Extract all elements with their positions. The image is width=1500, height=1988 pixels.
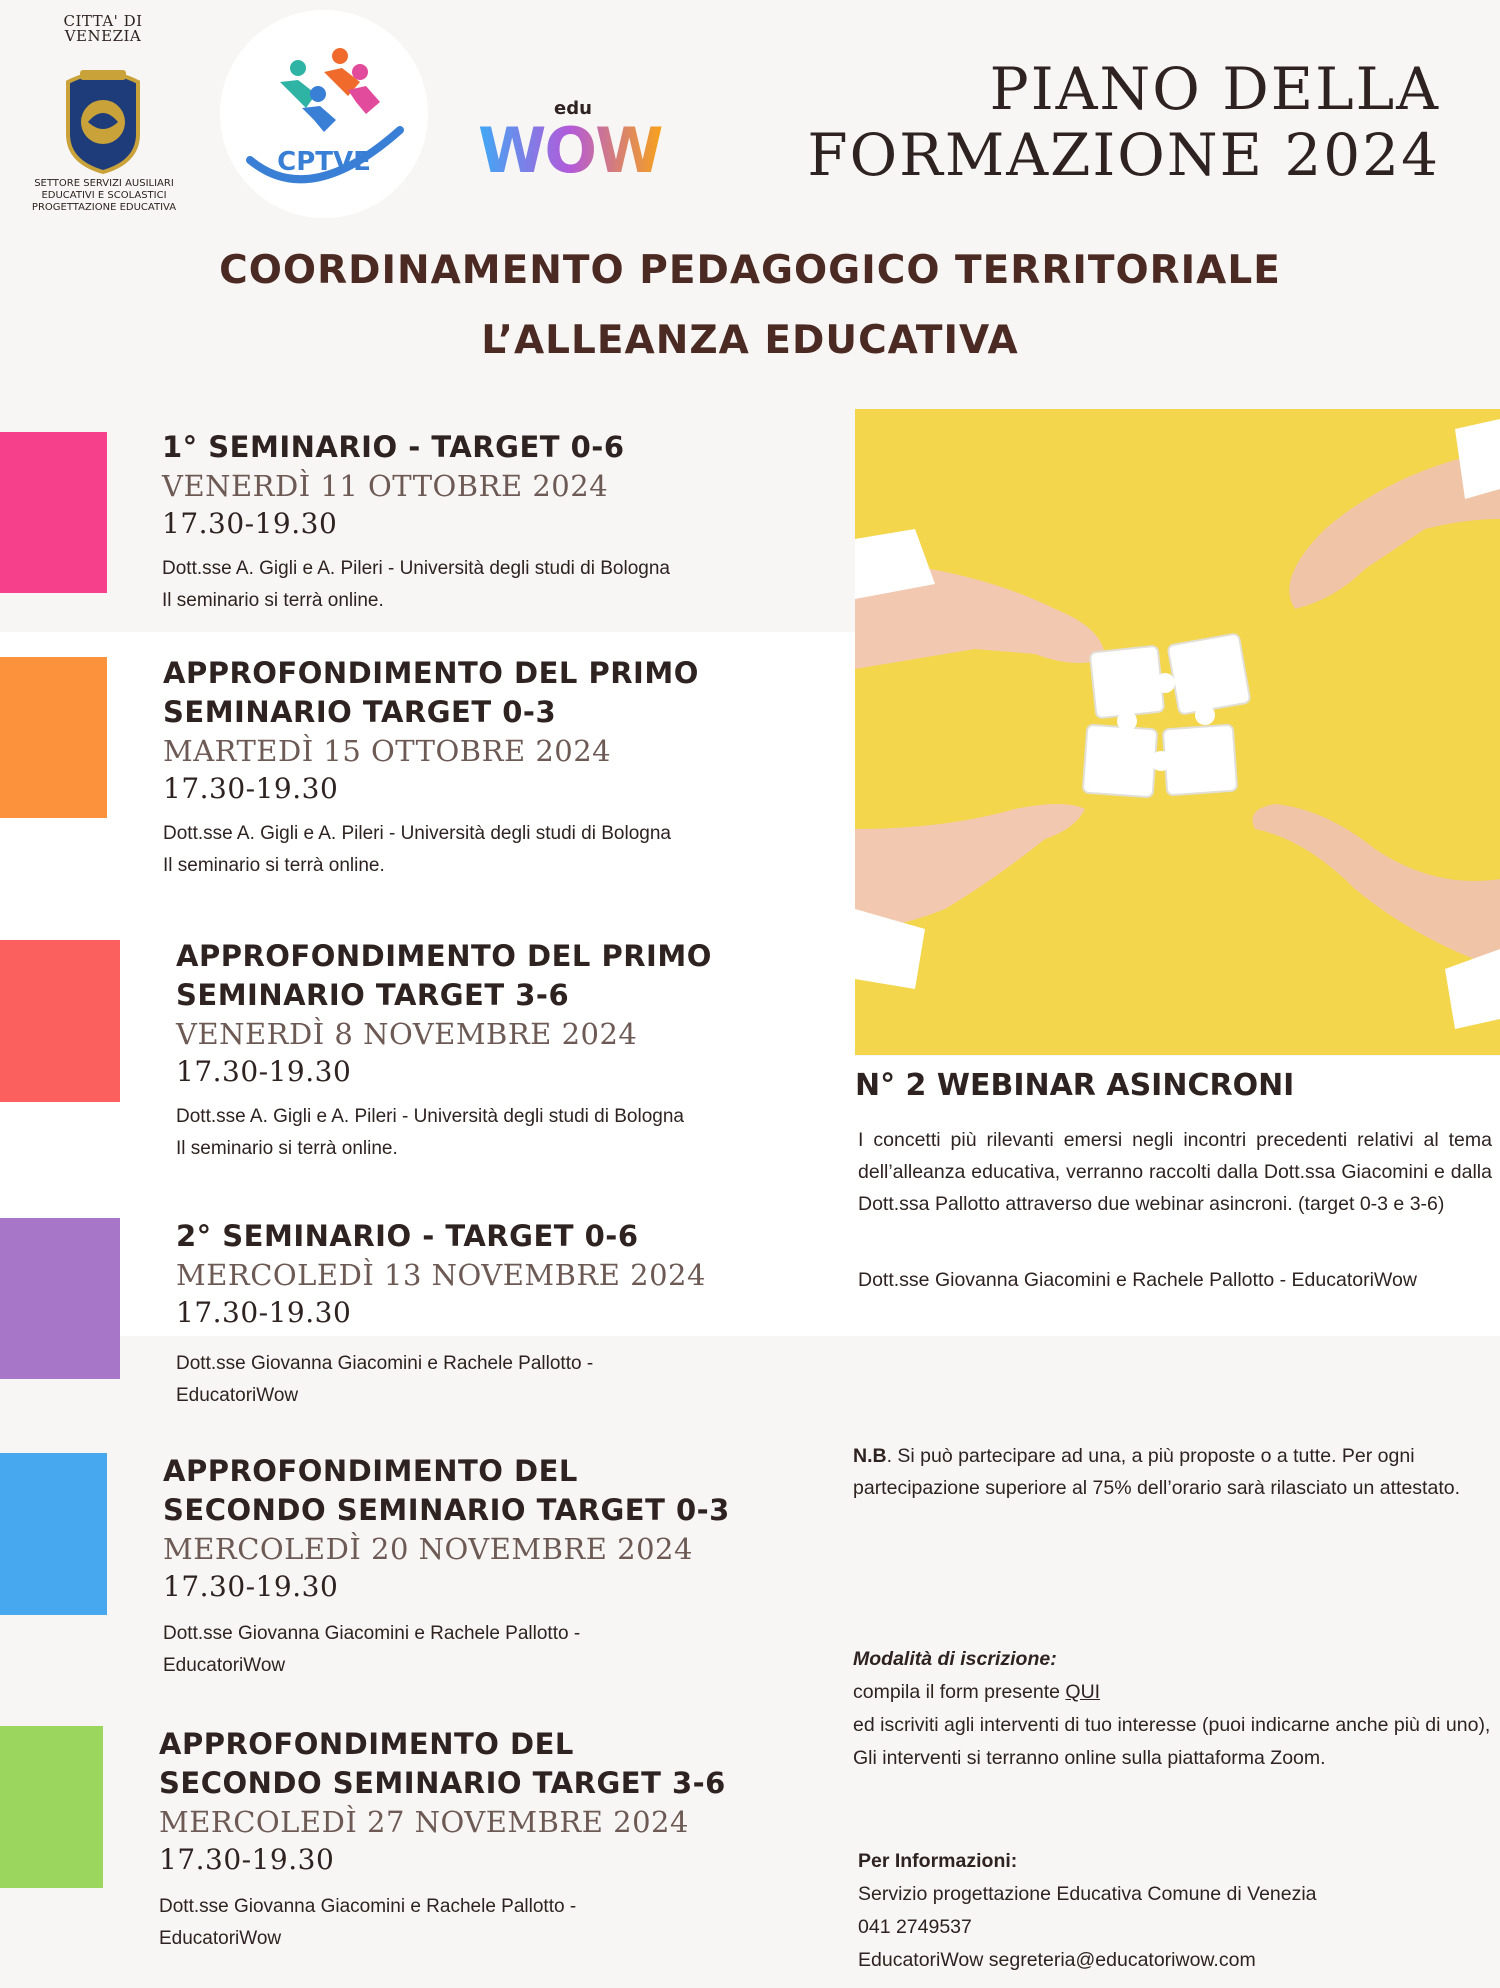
registration-line xyxy=(853,1676,1493,1709)
contact-phone: 041 2749537 xyxy=(858,1916,972,1938)
webinar-description: I concetti più rilevanti emersi negli incontri precedenti relativi al tema dell’alleanza educativa, verranno raccolti dalla Dott.ssa Giacomini e dalla Dott.ssa Pallotto attraverso due webinar asincroni. (target 0-3 e 3-6) xyxy=(858,1129,1492,1215)
webinar-authors: Dott.sse Giovanna Giacomini e Rachele Pallotto - EducatoriWow xyxy=(858,1269,1417,1291)
subtitle-line1: COORDINAMENTO PEDAGOGICO TERRITORIALE xyxy=(219,248,1281,293)
event-time: 17.30-19.30 xyxy=(163,1570,339,1603)
event-color-bar-coral xyxy=(0,940,120,1102)
event-info xyxy=(176,1101,856,1165)
event-title: APPROFONDIMENTO DEL PRIMO xyxy=(176,939,712,973)
event-block xyxy=(162,428,842,617)
event-time: 17.30-19.30 xyxy=(163,772,339,805)
contact-heading: Per Informazioni: xyxy=(858,1850,1018,1872)
event-mode: Il seminario si terrà online. xyxy=(176,1138,398,1159)
event-info xyxy=(163,1618,843,1682)
puzzle-hands-photo xyxy=(855,409,1500,1055)
registration-heading: Modalità di iscrizione: xyxy=(853,1648,1057,1670)
cptve-logo xyxy=(220,10,428,218)
event-date: MERCOLEDÌ 13 NOVEMBRE 2024 xyxy=(176,1258,706,1292)
city-department xyxy=(10,178,198,214)
page-subtitle xyxy=(0,236,1500,376)
eduwow-big: WOW xyxy=(478,114,662,186)
event-speakers: Dott.sse Giovanna Giacomini e Rachele Pallotto - xyxy=(163,1623,581,1644)
registration-line: ed iscriviti agli interventi di tuo interesse (puoi indicarne anche più di uno), xyxy=(853,1714,1491,1736)
event-time: 17.30-19.30 xyxy=(176,1055,352,1088)
page-title-line1: PIANO DELLA xyxy=(989,55,1440,123)
registration-form-link[interactable]: QUI xyxy=(1065,1681,1101,1703)
event-speakers: Dott.sse Giovanna Giacomini e Rachele Pallotto - xyxy=(159,1896,577,1917)
event-block xyxy=(176,1217,856,1412)
event-time: 17.30-19.30 xyxy=(162,507,338,540)
event-speakers: Dott.sse A. Gigli e A. Pileri - Università degli studi di Bologna xyxy=(162,558,670,579)
event-color-bar-orange xyxy=(0,657,107,818)
event-info xyxy=(159,1891,839,1955)
event-title: SEMINARIO TARGET 3-6 xyxy=(176,978,570,1012)
city-department-line: SETTORE SERVIZI AUSILIARI xyxy=(34,178,174,189)
page-title xyxy=(807,56,1440,188)
event-block xyxy=(163,1452,843,1682)
event-info xyxy=(163,818,843,882)
city-department-line: EDUCATIVI E SCOLASTICI xyxy=(41,190,167,201)
registration-line-text: compila il form presente xyxy=(853,1681,1066,1703)
event-organization: EducatoriWow xyxy=(159,1928,282,1949)
event-organization: EducatoriWow xyxy=(176,1385,299,1406)
eduwow-logo xyxy=(474,90,674,186)
contact-line: Servizio progettazione Educativa Comune di Venezia xyxy=(858,1883,1317,1905)
note-text: . Si può partecipare ad una, a più proposte o a tutte. Per ogni partecipazione superiore al 75% dell’orario sarà rilasciato un attestato. xyxy=(853,1445,1461,1499)
event-block xyxy=(176,937,856,1165)
page-title-line2: FORMAZIONE 2024 xyxy=(807,121,1440,189)
event-speakers: Dott.sse A. Gigli e A. Pileri - Università degli studi di Bologna xyxy=(176,1106,684,1127)
contact-email: EducatoriWow segreteria@educatoriwow.com xyxy=(858,1949,1256,1971)
event-color-bar-blue xyxy=(0,1453,107,1615)
event-date: MERCOLEDÌ 20 NOVEMBRE 2024 xyxy=(163,1532,693,1566)
event-block xyxy=(159,1725,839,1955)
subtitle-line2: L’ALLEANZA EDUCATIVA xyxy=(481,318,1019,363)
city-name xyxy=(44,14,162,44)
event-speakers: Dott.sse Giovanna Giacomini e Rachele Pallotto - xyxy=(176,1353,594,1374)
event-color-bar-green xyxy=(0,1726,103,1888)
event-date: MARTEDÌ 15 OTTOBRE 2024 xyxy=(163,734,612,768)
event-speakers: Dott.sse A. Gigli e A. Pileri - Università degli studi di Bologna xyxy=(163,823,671,844)
event-date: VENERDÌ 11 OTTOBRE 2024 xyxy=(162,469,609,503)
event-title: APPROFONDIMENTO DEL xyxy=(163,1454,578,1488)
city-name-text: CITTA' DI VENEZIA xyxy=(63,12,143,45)
event-color-bar-purple xyxy=(0,1218,120,1379)
registration-info xyxy=(853,1643,1493,1775)
event-title: SEMINARIO TARGET 0-3 xyxy=(163,695,557,729)
participation-note xyxy=(853,1440,1483,1504)
event-time: 17.30-19.30 xyxy=(176,1296,352,1329)
city-department-line: PROGETTAZIONE EDUCATIVA xyxy=(31,202,177,213)
note-label: N.B xyxy=(853,1445,887,1467)
event-organization: EducatoriWow xyxy=(163,1655,286,1676)
event-date: VENERDÌ 8 NOVEMBRE 2024 xyxy=(176,1017,638,1051)
event-block xyxy=(163,654,843,882)
registration-line: Gli interventi si terranno online sulla piattaforma Zoom. xyxy=(853,1747,1326,1769)
event-title: 1° SEMINARIO - TARGET 0-6 xyxy=(162,430,625,464)
cptve-label: CPTVE xyxy=(277,147,371,177)
event-title: SECONDO SEMINARIO TARGET 0-3 xyxy=(163,1493,730,1527)
event-title: APPROFONDIMENTO DEL PRIMO xyxy=(163,656,699,690)
contact-info xyxy=(858,1845,1498,1977)
event-info xyxy=(176,1348,856,1412)
event-mode: Il seminario si terrà online. xyxy=(163,855,385,876)
event-color-bar-pink xyxy=(0,432,107,593)
event-info xyxy=(162,553,842,617)
event-title: 2° SEMINARIO - TARGET 0-6 xyxy=(176,1219,639,1253)
city-crest-logo xyxy=(58,64,148,174)
event-time: 17.30-19.30 xyxy=(159,1843,335,1876)
event-mode: Il seminario si terrà online. xyxy=(162,590,384,611)
event-title: APPROFONDIMENTO DEL xyxy=(159,1727,574,1761)
eduwow-small: edu xyxy=(554,98,592,119)
webinar-title: N° 2 WEBINAR ASINCRONI xyxy=(855,1068,1295,1103)
event-title: SECONDO SEMINARIO TARGET 3-6 xyxy=(159,1766,726,1800)
event-date: MERCOLEDÌ 27 NOVEMBRE 2024 xyxy=(159,1805,689,1839)
